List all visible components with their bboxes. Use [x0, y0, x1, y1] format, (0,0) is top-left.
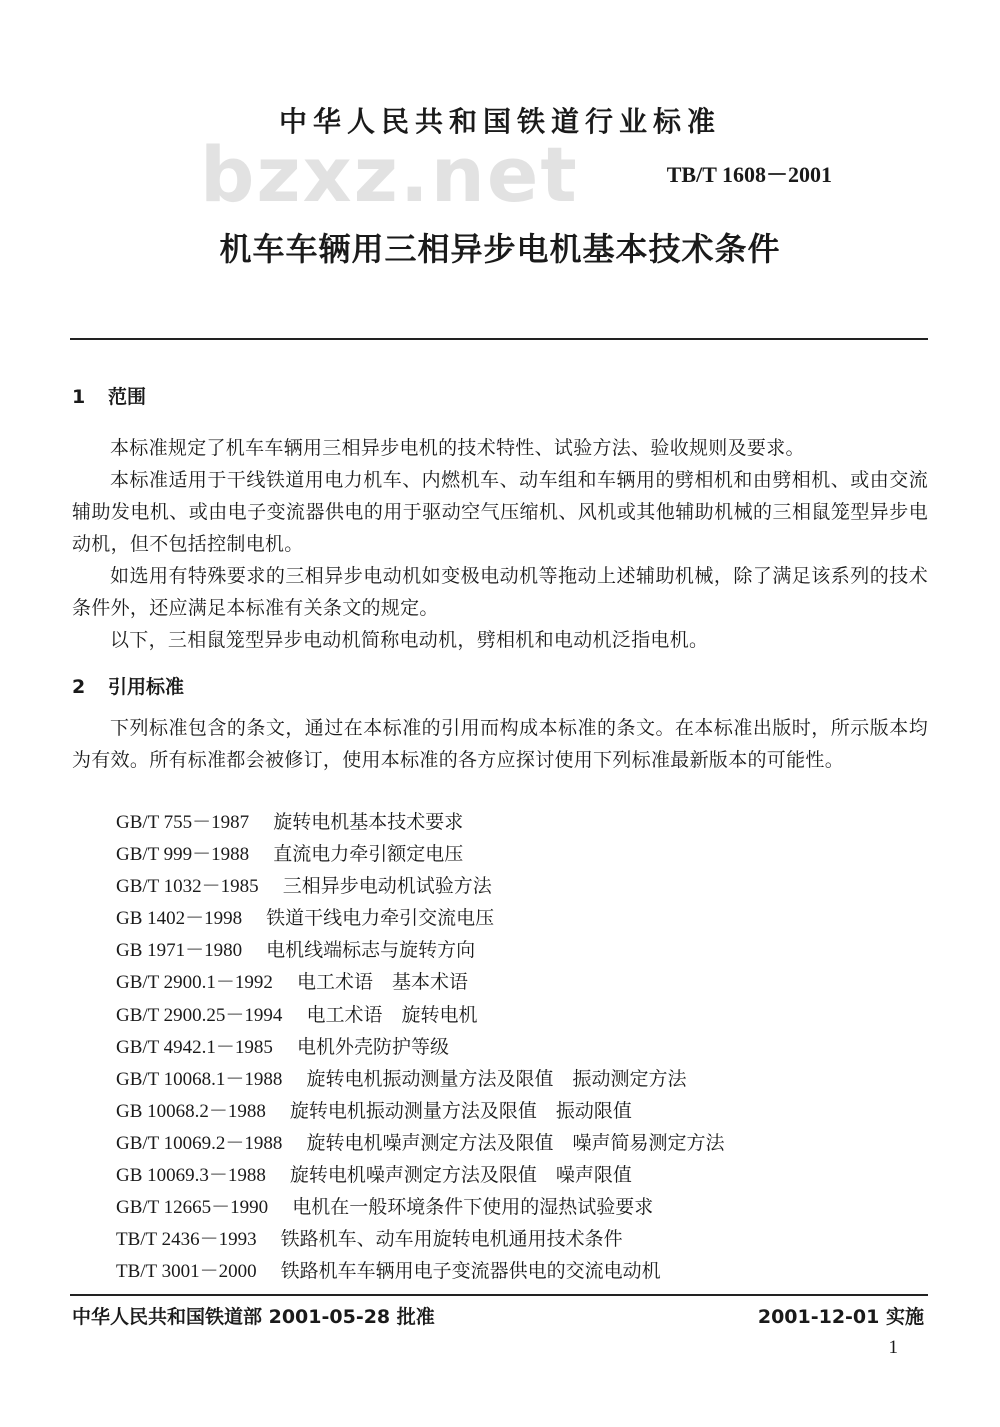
watermark: bzxz.net [200, 130, 579, 219]
reference-code: GB 10068.2－1988 [116, 1100, 266, 1122]
reference-title: 旋转电机噪声测定方法及限值 噪声简易测定方法 [306, 1131, 725, 1154]
reference-code: GB 10069.3－1988 [116, 1165, 266, 1187]
reference-title: 电机线端标志与旋转方向 [266, 939, 476, 962]
standard-number: TB/T 1608－2001 [666, 162, 832, 187]
section-number: 1 [72, 386, 86, 408]
footer-divider [70, 1294, 928, 1296]
reference-title: 直流电力牵引额定电压 [273, 843, 464, 866]
paragraph: 本标准适用于干线铁道用电力机车、内燃机车、动车组和车辆用的劈相机和由劈相机、或由交流辅助发电机、或由电子变流器供电的用于驱动空气压缩机、风机或其他辅助机械的三相鼠笼型异步电动机，但不包括控制电机。 [72, 469, 928, 555]
reference-title: 旋转电机基本技术要求 [273, 811, 464, 833]
section-number: 2 [72, 676, 86, 698]
reference-item [116, 1255, 724, 1287]
page-number: 1 [888, 1337, 898, 1358]
reference-item [116, 1063, 724, 1095]
reference-code: GB 1402－1998 [116, 908, 243, 930]
implementation-date: 2001-12-01 实施 [757, 1306, 924, 1328]
reference-title: 旋转电机振动测量方法及限值 振动限值 [289, 1099, 632, 1122]
reference-code: TB/T 3001－2000 [116, 1261, 257, 1283]
reference-item [116, 999, 724, 1031]
reference-title: 铁道干线电力牵引交流电压 [266, 907, 495, 930]
reference-item [116, 934, 724, 966]
paragraph: 如选用有特殊要求的三相异步电动机如变极电动机等拖动上述辅助机械，除了满足该系列的技术条件外，还应满足本标准有关条文的规定。 [72, 565, 928, 619]
reference-item [116, 966, 724, 998]
paragraph: 下列标准包含的条文，通过在本标准的引用而构成本标准的条文。在本标准出版时，所示版本均为有效。所有标准都会被修订，使用本标准的各方应探讨使用下列标准最新版本的可能性。 [72, 717, 928, 771]
reference-title: 电机外壳防护等级 [296, 1035, 449, 1058]
reference-title: 旋转电机振动测量方法及限值 振动测定方法 [306, 1067, 687, 1090]
reference-code: GB/T 755－1987 [116, 812, 250, 833]
organization-header: 中华人民共和国铁道行业标准 [278, 105, 721, 138]
reference-code: GB/T 1032－1985 [116, 876, 259, 898]
reference-code: GB/T 2900.1－1992 [116, 972, 273, 994]
reference-title: 三相异步电动机试验方法 [282, 875, 492, 898]
reference-code: GB/T 2900.25－1994 [116, 1004, 283, 1026]
reference-title: 旋转电机噪声测定方法及限值 噪声限值 [289, 1164, 632, 1187]
reference-title: 电机在一般环境条件下使用的湿热试验要求 [292, 1196, 654, 1219]
reference-code: TB/T 2436－1993 [116, 1229, 257, 1251]
reference-code: GB/T 4942.1－1985 [116, 1036, 273, 1058]
reference-item [116, 1159, 724, 1191]
reference-code: GB 1971－1980 [116, 940, 243, 962]
header-divider [70, 338, 928, 340]
reference-item [116, 902, 724, 934]
section-title: 范围 [108, 386, 147, 408]
section-1-heading [72, 382, 146, 409]
reference-title: 电工术语 旋转电机 [306, 1003, 478, 1026]
paragraph: 本标准规定了机车车辆用三相异步电机的技术特性、试验方法、验收规则及要求。 [110, 437, 805, 459]
reference-item [116, 838, 724, 870]
paragraph: 以下，三相鼠笼型异步电动机简称电动机，劈相机和电动机泛指电机。 [110, 629, 709, 651]
reference-title: 电工术语 基本术语 [296, 971, 468, 994]
document-title: 机车车辆用三相异步电机基本技术条件 [219, 230, 781, 268]
reference-item [116, 1223, 724, 1255]
reference-item [116, 1127, 724, 1159]
section-2-heading [72, 672, 184, 699]
reference-item [116, 806, 724, 838]
reference-item [116, 1191, 724, 1223]
reference-code: GB/T 999－1988 [116, 844, 250, 866]
reference-code: GB/T 10068.1－1988 [116, 1068, 283, 1090]
reference-title: 铁路机车车辆用电子变流器供电的交流电动机 [280, 1260, 661, 1283]
approval-line: 中华人民共和国铁道部 2001-05-28 批准 [72, 1306, 435, 1328]
reference-item [116, 870, 724, 902]
reference-code: GB/T 12665－1990 [116, 1197, 269, 1219]
reference-item [116, 1095, 724, 1127]
reference-item [116, 1031, 724, 1063]
reference-code: GB/T 10069.2－1988 [116, 1132, 283, 1154]
reference-title: 铁路机车、动车用旋转电机通用技术条件 [280, 1228, 623, 1251]
section-title: 引用标准 [108, 676, 185, 698]
reference-list [116, 806, 724, 1287]
